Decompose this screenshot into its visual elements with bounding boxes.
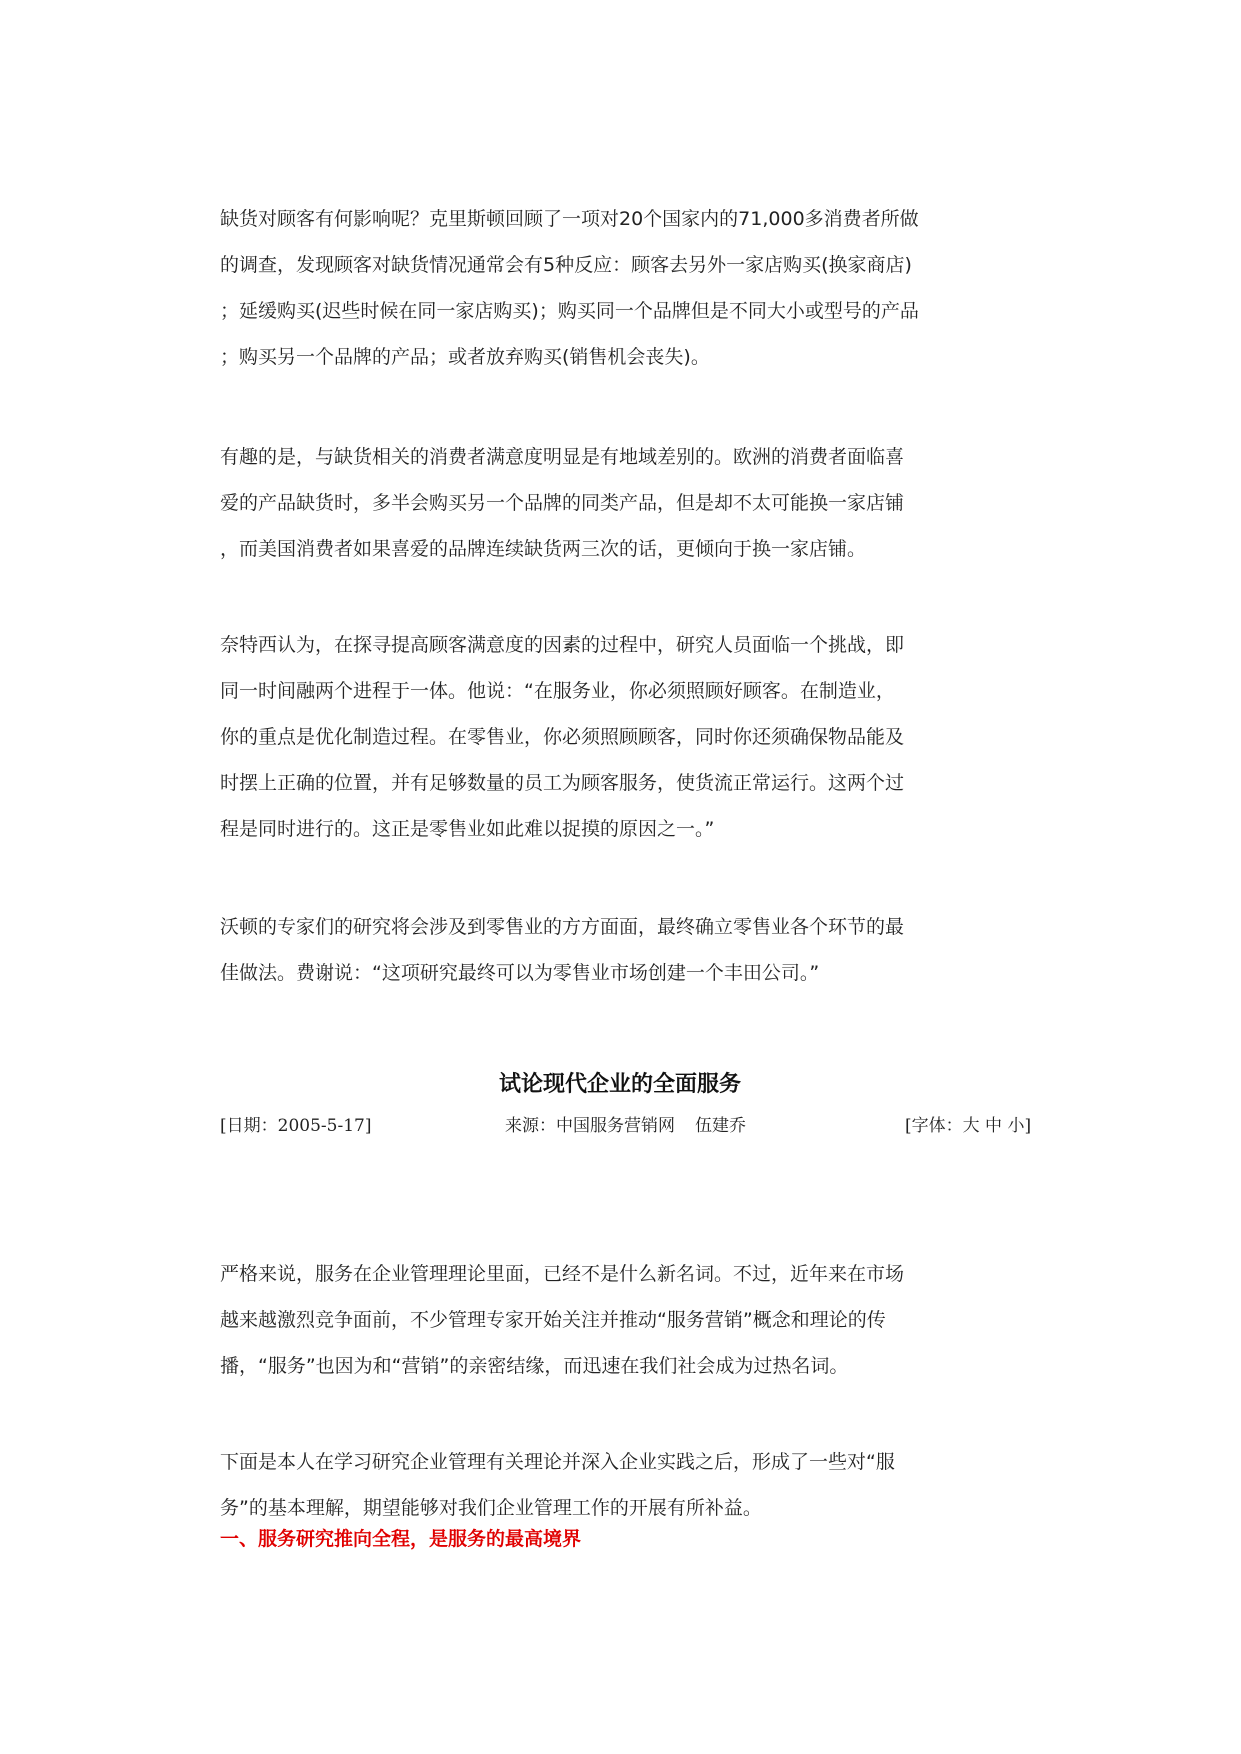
article-date: [日期：2005-5-17] <box>220 1116 372 1136</box>
text-line: 奈特西认为，在探寻提高顾客满意度的因素的过程中，研究人员面临一个挑战，即 <box>220 634 905 656</box>
source-label: 来源：中国服务营销网 <box>505 1116 675 1136</box>
text-line: 你的重点是优化制造过程。在零售业，你必须照顾顾客，同时你还须确保物品能及 <box>220 726 905 748</box>
text-line: 下面是本人在学习研究企业管理有关理论并深入企业实践之后，形成了一些对“服 <box>220 1451 895 1473</box>
article-source <box>505 1115 746 1137</box>
font-size-selector[interactable]: [字体：大 中 小] <box>905 1116 1032 1136</box>
text-line: 越来越激烈竞争面前，不少管理专家开始关注并推动“服务营销”概念和理论的传 <box>220 1309 886 1331</box>
article-title: 试论现代企业的全面服务 <box>498 1072 741 1097</box>
paragraph-regional-differences <box>220 445 1020 583</box>
text-line: 时摆上正确的位置，并有足够数量的员工为顾客服务，使货流正常运行。这两个过 <box>220 772 905 794</box>
article-author: 伍建乔 <box>695 1116 746 1136</box>
paragraph-service-intro <box>220 1262 1020 1400</box>
text-line: 爱的产品缺货时，多半会购买另一个品牌的同类产品，但是却不太可能换一家店铺 <box>220 492 905 514</box>
text-line: ，而美国消费者如果喜爱的品牌连续缺货两三次的话，更倾向于换一家店铺。 <box>220 538 867 560</box>
text-line: 严格来说，服务在企业管理理论里面，已经不是什么新名词。不过，近年来在市场 <box>220 1263 905 1285</box>
text-line: 务”的基本理解，期望能够对我们企业管理工作的开展有所补益。 <box>220 1497 762 1519</box>
text-line: 播，“服务”也因为和“营销”的亲密结缘，而迅速在我们社会成为过热名词。 <box>220 1355 849 1377</box>
section-heading: 一、服务研究推向全程，是服务的最高境界 <box>220 1528 582 1550</box>
paragraph-wharton-research <box>220 915 1020 1007</box>
paragraph-stockout-reactions <box>220 207 1020 391</box>
text-line: ；购买另一个品牌的产品；或者放弃购买(销售机会丧失)。 <box>220 346 710 368</box>
text-line: 缺货对顾客有何影响呢？克里斯顿回顾了一项对20个国家内的71,000多消费者所做 <box>220 208 919 230</box>
paragraph-researcher-challenge <box>220 633 1020 863</box>
text-line: 程是同时进行的。这正是零售业如此难以捉摸的原因之一。” <box>220 818 715 840</box>
text-line: 沃顿的专家们的研究将会涉及到零售业的方方面面，最终确立零售业各个环节的最 <box>220 916 905 938</box>
text-line: 同一时间融两个进程于一体。他说：“在服务业，你必须照顾好顾客。在制造业， <box>220 680 895 702</box>
text-line: 佳做法。费谢说：“这项研究最终可以为零售业市场创建一个丰田公司。” <box>220 962 820 984</box>
text-line: ；延缓购买(迟些时候在同一家店购买)；购买同一个品牌但是不同大小或型号的产品 <box>220 300 919 322</box>
text-line: 的调查，发现顾客对缺货情况通常会有5种反应：顾客去另外一家店购买(换家商店) <box>220 254 912 276</box>
text-line: 有趣的是，与缺货相关的消费者满意度明显是有地域差别的。欧洲的消费者面临喜 <box>220 446 905 468</box>
